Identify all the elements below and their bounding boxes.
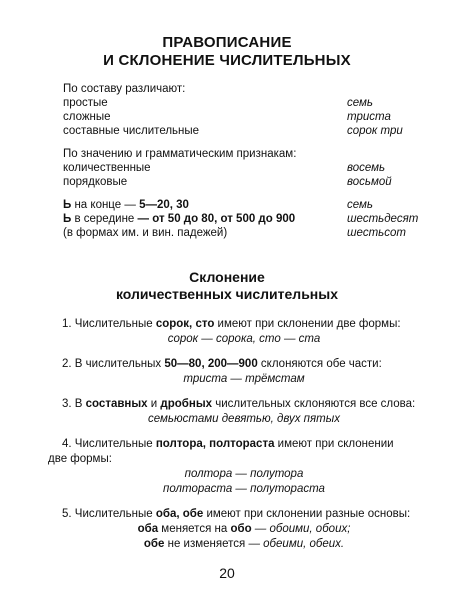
section-title-line2: количественных числительных bbox=[115, 286, 338, 302]
rule-4-example-2: полтораста — полутораста bbox=[163, 483, 325, 495]
rule-3: 3. В составных и дробных числительных склоняются все слова: bbox=[62, 398, 416, 410]
page-title-line1: ПРАВОПИСАНИЕ bbox=[162, 34, 292, 51]
rule-5-line-1: оба меняется на обо — обоими, обоих; bbox=[137, 523, 351, 535]
page-title-line2: И СКЛОНЕНИЕ ЧИСЛИТЕЛЬНЫХ bbox=[103, 52, 351, 69]
rule-1-example: сорок — сорока, сто — ста bbox=[167, 333, 321, 345]
rule-4-example-1: полтора — полутора bbox=[184, 468, 304, 480]
rule-1: 1. Числительные сорок, сто имеют при склонении две формы: bbox=[62, 318, 401, 330]
page-number: 20 bbox=[219, 565, 235, 581]
rule-5: 5. Числительные оба, обе имеют при склонении разные основы: bbox=[62, 508, 411, 520]
rule-3-example: семьюстами девятью, двух пятых bbox=[148, 413, 340, 425]
rule-4-continuation: две формы: bbox=[48, 453, 112, 465]
rule-2-example: триста — трёмстам bbox=[183, 373, 305, 385]
rule-5-line-2: обе не изменяется — обеими, обеих. bbox=[143, 538, 345, 550]
document-page: ПРАВОПИСАНИЕ И СКЛОНЕНИЕ ЧИСЛИТЕЛЬНЫХ По составу различают: простые семь сложные триста составные числительные сорок три По значению и грамматическим признакам: количественные восемь порядковые восьмой Ь на конце — 5—20, 30 семь Ь в середине — от 50 до 80, от 500 до 900 шестьдесят (в формах им. и вин. падежей) шестьсот Склонение количественных числительных 1. Числительные сорок, сто имеют при склонении две формы: сорок — сорока, сто — ста 2. В числительных 50—80, 200—900 склоняются обе части: триста — трёмстам 3. В составных и дробных числительных склоняются все слова: семьюстами девятью, двух пятых 4. Числительные полтора, полтораста имеют при склонении две формы: полтора — полутора полтораста — полутораста 5. Числительные оба, обе имеют при склонении разные основы: оба меняется на обо — обоими, обоих; обе не изменяется — обеими, обеих. 20 bbox=[0, 0, 454, 600]
rule-4: 4. Числительные полтора, полтораста имеют при склонении bbox=[62, 438, 394, 450]
rule-2: 2. В числительных 50—80, 200—900 склоняются обе части: bbox=[62, 358, 382, 370]
section-title-line1: Склонение bbox=[189, 269, 265, 285]
